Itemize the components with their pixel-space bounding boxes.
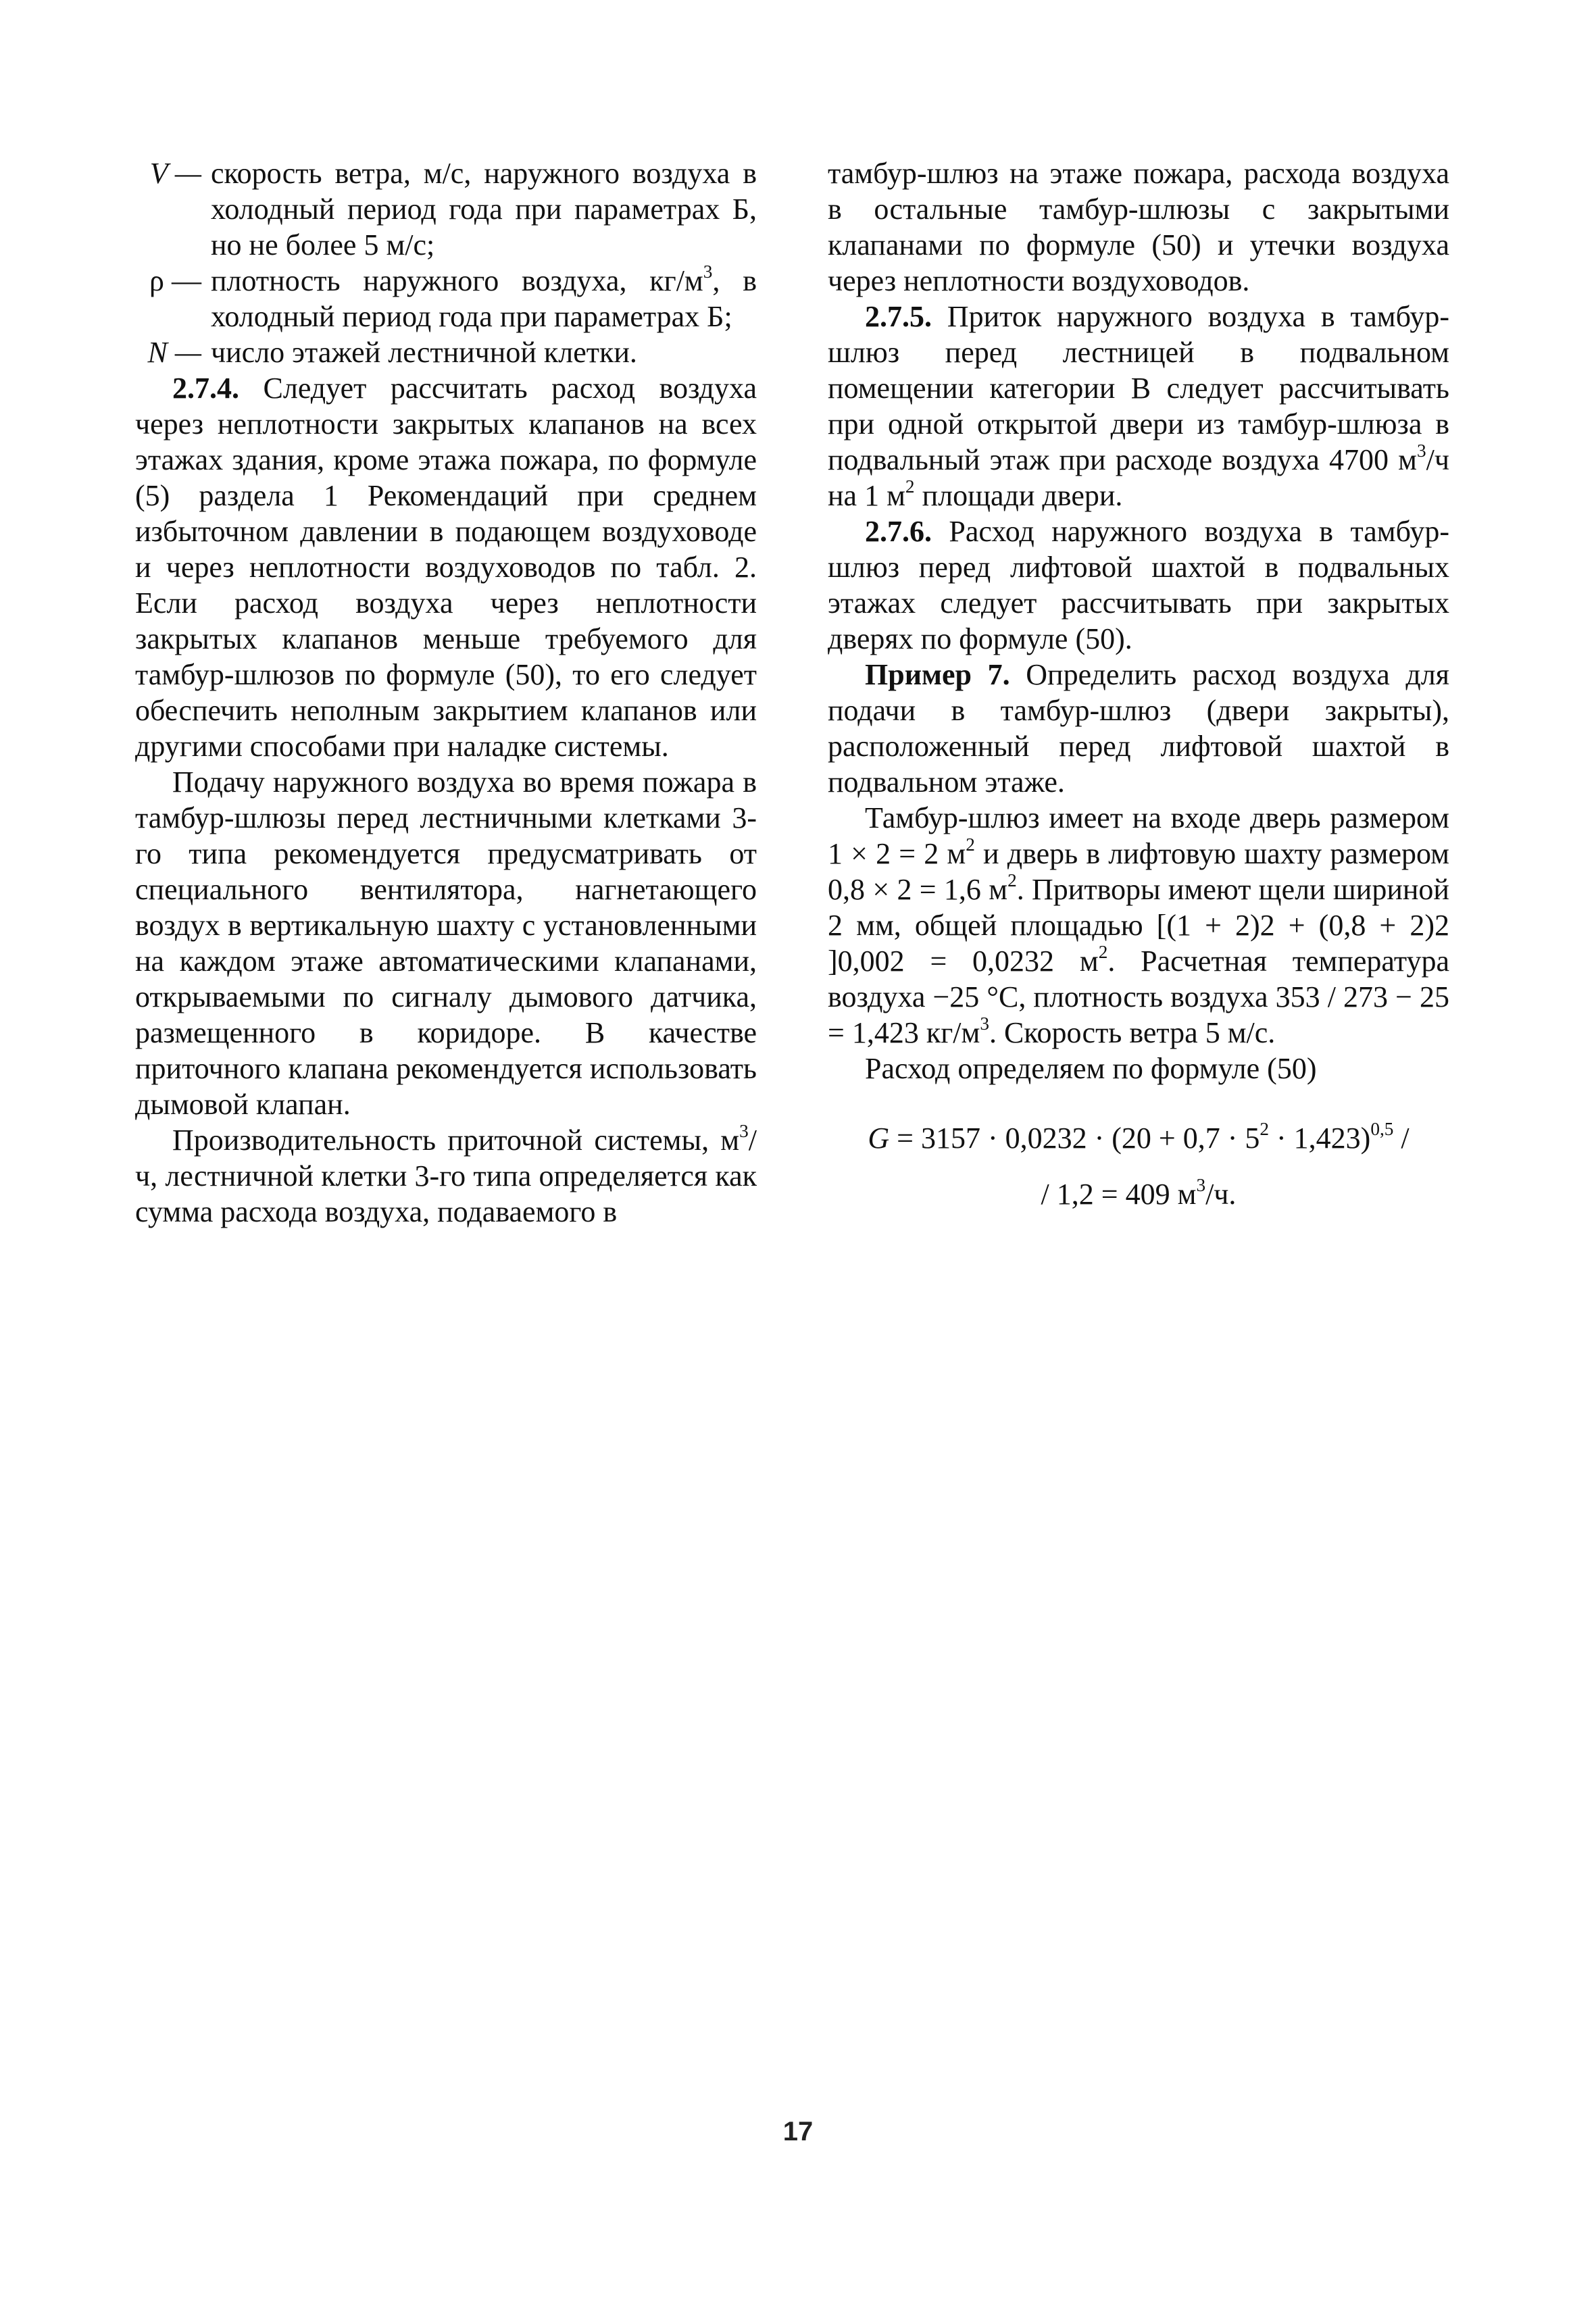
paragraph-air-supply: Подачу наружного воздуха во время пожара в тамбур-шлюзы перед лестничными клетками 3-го типа рекомендуется предусматривать от специального вентилятора, нагнетающего воздух в вертикальную шахту с установленными на каждом этаже автоматическими клапанами, открываемыми по сигналу дымового датчика, размещенного в коридоре. В качестве приточного клапана рекомендуется использовать дымовой клапан. bbox=[135, 765, 757, 1121]
example-label: Пример 7. bbox=[865, 658, 1010, 691]
paragraph-formula-intro: Расход определяем по формуле (50) bbox=[865, 1052, 1317, 1085]
right-column bbox=[828, 155, 1449, 1212]
section-number-2-7-6: 2.7.6. bbox=[865, 515, 932, 548]
paragraph-example-7: Пример 7. Определить расход воздуха для подачи в тамбур-шлюз (двери закрыты), расположенный перед лифтовой шахтой в подвальном этаже. bbox=[828, 658, 1449, 799]
paragraph-continuation: тамбур-шлюз на этаже пожара, расхода воздуха в остальные тамбур-шлюзы с закрытыми клапанами по формуле (50) и утечки воздуха через неплотности воздуховодов. bbox=[828, 157, 1449, 297]
paragraph-2-7-6: 2.7.6. Расход наружного воздуха в тамбур-шлюз перед лифтовой шахтой в подвальных этажах следует рассчитывать при закрытых дверях по формуле (50). bbox=[828, 515, 1449, 655]
paragraph-2-7-5: 2.7.5. Приток наружного воздуха в тамбур-шлюз перед лестницей в подвальном помещении категории В следует рассчитывать при одной открытой двери из тамбур-шлюза в подвальный этаж при расходе воздуха 4700 $м^3/ч$ на 1 $м^2$ площади двери. bbox=[828, 300, 1450, 512]
paragraph-example-data: Тамбур-шлюз имеет на входе дверь размером 1 × 2 = 2 $м^2$ и дверь в лифтовую шахту размером 0,8 × 2 = 1,6 $м^2$. Притворы имеют щели шириной 2 мм, общей площадью [(1 + 2)2 + (0,8 + 2)2 ]0,002 = 0,0232 $м^2$. Расчетная температура воздуха −25 °С, плотность воздуха 353 / 273 − 25 = 1,423 $кг/м^3$. Скорость ветра 5 м/с. bbox=[828, 801, 1449, 1049]
definition-rho bbox=[135, 263, 757, 334]
paragraph-system-capacity: Производительность приточной системы, $м^3/ч$, лестничной клетки 3-го типа определяется как сумма расхода воздуха, подаваемого в bbox=[135, 1120, 757, 1228]
symbol-v: V — bbox=[149, 157, 201, 190]
formula-line-1: $G = 3157 \cdot 0,0232 \cdot (20 + 0,7 \cdot 5^2 \cdot 1,423)^{0,5}$ / bbox=[868, 1118, 1410, 1155]
definition-v bbox=[135, 155, 757, 263]
section-number-2-7-5: 2.7.5. bbox=[865, 300, 932, 333]
paragraph-2-7-4: 2.7.4. Следует рассчитать расход воздуха через неплотности закрытых клапанов на всех этажах здания, кроме этажа пожара, по формуле (5) раздела 1 Рекомендаций при среднем избыточном давлении в подающем воздуховоде и через неплотности воздуховодов по табл. 2. Если расход воздуха через неплотности закрытых клапанов меньше требуемого для тамбур-шлюзов по формуле (50), то его следует обеспечить неполным закрытием клапанов или другими способами при наладке системы. bbox=[135, 372, 757, 763]
formula-block bbox=[828, 1120, 1449, 1212]
definition-n-text: число этажей лестничной клетки. bbox=[211, 336, 637, 369]
symbol-rho: ρ — bbox=[149, 264, 201, 297]
section-number-2-7-4: 2.7.4. bbox=[172, 372, 239, 405]
symbol-n: N — bbox=[147, 336, 201, 369]
definition-n bbox=[135, 334, 757, 370]
page-number: 17 bbox=[782, 2117, 814, 2146]
left-column bbox=[135, 155, 757, 1230]
formula-line-2: / 1,2 = 409 $м^3/ч$. bbox=[1041, 1174, 1237, 1211]
definition-v-text: скорость ветра, м/с, наружного воздуха в холодный период года при параметрах Б, но не более 5 м/с; bbox=[211, 157, 757, 261]
definition-rho-text: плотность наружного воздуха, $кг/м^3$, в холодный период года при параметрах Б; bbox=[211, 261, 757, 333]
